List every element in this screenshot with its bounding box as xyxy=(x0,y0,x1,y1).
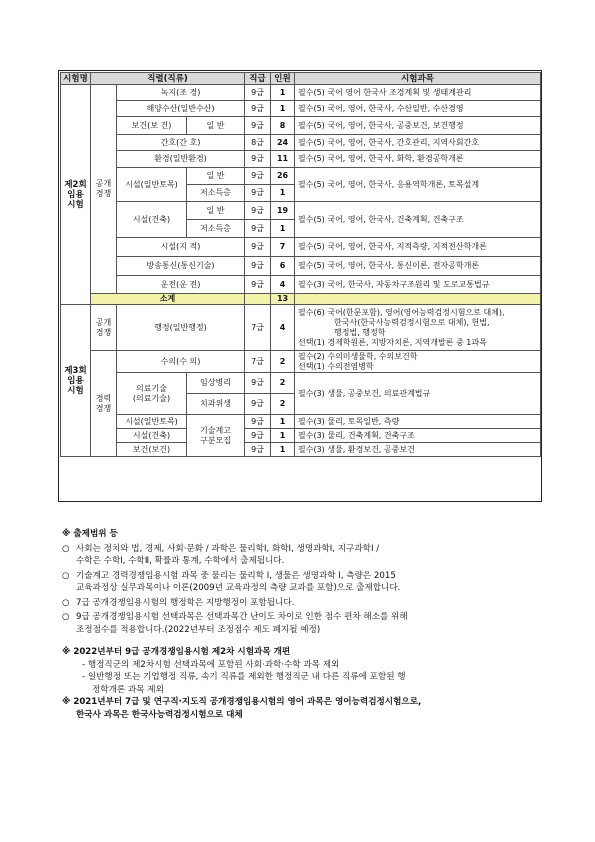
round3-label: 제3회 임용 시험 xyxy=(61,305,91,457)
count-cell: 26 xyxy=(271,168,295,185)
subject-cell: 필수(3) 물리, 건축계획, 건축구조 xyxy=(295,429,541,443)
subtotal-count: 13 xyxy=(271,294,295,305)
note-text: 9급 공개경쟁임용시험 선택과목은 선택과목간 난이도 차이로 인한 점수 편차 해소를 위해 xyxy=(76,612,408,622)
job-cell: 시설(건축) xyxy=(117,202,187,238)
open-comp-label: 공개 경쟁 xyxy=(91,85,117,294)
count-cell: 6 xyxy=(271,257,295,276)
job-cell: 수의(수 의) xyxy=(117,351,245,373)
header-exam: 시험명 xyxy=(61,73,91,85)
grade-cell: 7급 xyxy=(245,351,271,373)
job-cell: 운전(운 전) xyxy=(117,276,245,294)
job-cell: 보건(보 건) xyxy=(117,117,187,135)
count-cell: 1 xyxy=(271,101,295,117)
subject-line: 필수(6) 국어(한문포함), 영어(영어능력검정시험으로 대체), xyxy=(298,307,505,317)
open-comp-label: 공개 경쟁 xyxy=(91,305,117,351)
subject-cell: 필수(5) 국어, 영어, 한국사, 통신이론, 전자공학개론 xyxy=(295,257,541,276)
table-row xyxy=(61,151,541,168)
subject-cell: 필수(5) 국어, 영어, 한국사, 화학, 환경공학개론 xyxy=(295,151,541,168)
count-cell: 7 xyxy=(271,238,295,257)
grade-cell: 9급 xyxy=(245,151,271,168)
job-sub-cell: 저소득층 xyxy=(187,220,245,238)
job-cell: 간호(간 호) xyxy=(117,135,245,151)
table-row xyxy=(61,85,541,101)
subject-cell: 필수(3) 물리, 토목일반, 측량 xyxy=(295,415,541,429)
circle-bullet-icon: ○ xyxy=(62,543,70,554)
note-text: 조정점수를 적용합니다.(2022년부터 조정점수 제도 폐지될 예정) xyxy=(76,624,321,635)
subject-cell: 필수(5) 국어, 영어, 한국사, 공중보건, 보건행정 xyxy=(295,117,541,135)
subject-cell: 필수(5) 국어 영어 한국사 조경계획 및 생태계관리 xyxy=(295,85,541,101)
table-row xyxy=(61,305,541,351)
count-cell: 19 xyxy=(271,202,295,220)
table-row xyxy=(61,443,541,457)
table-row xyxy=(61,276,541,294)
table-row xyxy=(61,168,541,185)
note-item xyxy=(62,570,542,583)
job-cell: 시설(지 적) xyxy=(117,238,245,257)
job-cell: 시설(일반토목) xyxy=(117,168,187,202)
job-cell: 시설(건축) xyxy=(117,429,187,443)
header-grade: 직급 xyxy=(245,73,271,85)
grade-cell: 9급 xyxy=(245,202,271,220)
count-cell: 1 xyxy=(271,185,295,202)
grade-cell: 9급 xyxy=(245,168,271,185)
subject-cell xyxy=(295,305,541,351)
subject-cell xyxy=(295,351,541,373)
grade-cell: 9급 xyxy=(245,415,271,429)
grade-cell: 9급 xyxy=(245,185,271,202)
count-cell: 1 xyxy=(271,220,295,238)
note-item xyxy=(62,597,542,610)
revision-title: ※ 2022년부터 9급 공개경쟁임용시험 제2차 시험과목 개편 xyxy=(62,647,291,657)
subject-cell: 필수(5) 국어, 영어, 한국사, 지적측량, 지적전산학개론 xyxy=(295,238,541,257)
grade-cell: 8급 xyxy=(245,135,271,151)
career-comp-label: 경력 경쟁 xyxy=(91,351,117,457)
subject-cell: 필수(5) 국어, 영어, 한국사, 건축계획, 건축구조 xyxy=(295,202,541,238)
job-sub-cell: 일 반 xyxy=(187,117,245,135)
job-cell: 녹지(조 경) xyxy=(117,85,245,101)
job-sub-cell: 일 반 xyxy=(187,168,245,185)
grade-cell: 9급 xyxy=(245,117,271,135)
grade-cell: 7급 xyxy=(245,305,271,351)
table-row xyxy=(61,415,541,429)
subject-line: 선택(1) 수의전염병학 xyxy=(298,361,374,371)
revision-block xyxy=(62,646,542,721)
subject-cell: 필수(5) 국어, 영어, 한국사, 응용역학개론, 토목설계 xyxy=(295,168,541,202)
table-row xyxy=(61,429,541,443)
subject-line: 행정법, 행정학 xyxy=(334,327,386,337)
notes-section xyxy=(62,528,542,721)
grade-cell: 9급 xyxy=(245,220,271,238)
table-row xyxy=(61,117,541,135)
note-item xyxy=(62,543,542,556)
subject-cell: 필수(3) 국어, 한국사, 자동차구조원리 및 도로교통법규 xyxy=(295,276,541,294)
count-cell: 1 xyxy=(271,415,295,429)
subtotal-label: 소계 xyxy=(91,294,245,305)
table-row xyxy=(61,238,541,257)
exam-subjects-table xyxy=(60,72,541,457)
table-row xyxy=(61,135,541,151)
count-cell: 11 xyxy=(271,151,295,168)
job-cell: 시설(일반토목) xyxy=(117,415,187,429)
count-cell: 2 xyxy=(271,373,295,394)
job-cell: 해양수산(일반수산) xyxy=(117,101,245,117)
subject-cell: 필수(5) 국어, 영어, 한국사, 간호관리, 지역사회간호 xyxy=(295,135,541,151)
table-row xyxy=(61,202,541,220)
job-sub-cell: 치과위생 xyxy=(187,394,245,415)
revision-text: - 일반행정 또는 기업행정 직류, 속기 직류를 제외한 행정직군 내 다른 직류에 포함된 행 xyxy=(82,672,406,682)
count-cell: 8 xyxy=(271,117,295,135)
note-text: 사회는 정치와 법, 경제, 사회·문화 / 과학은 물리학Ⅰ, 화학Ⅰ, 생명과학Ⅰ, 지구과학Ⅰ / xyxy=(76,543,380,554)
notes-heading: ※ 출제범위 등 xyxy=(62,529,118,539)
grade-cell: 9급 xyxy=(245,85,271,101)
count-cell: 2 xyxy=(271,351,295,373)
grade-cell: 9급 xyxy=(245,276,271,294)
count-cell: 4 xyxy=(271,276,295,294)
job-cell: 환경(일반환경) xyxy=(117,151,245,168)
count-cell: 1 xyxy=(271,429,295,443)
round2-label: 제2회 임용 시험 xyxy=(61,85,91,305)
grade-cell: 9급 xyxy=(245,101,271,117)
grade-cell: 9급 xyxy=(245,373,271,394)
subtotal-row xyxy=(61,294,541,305)
note-text: 7급 공개경쟁임용시험의 행정학은 지방행정이 포함됩니다. xyxy=(76,597,295,608)
subject-line: 한국사(한국사능력검정시험으로 대체), 헌법, xyxy=(334,317,490,327)
revision-text: - 행정직군의 제2차시험 선택과목에 포함된 사회·과학·수학 과목 제외 xyxy=(82,659,340,670)
table-row xyxy=(61,257,541,276)
note-text: 수학은 수학Ⅰ, 수학Ⅱ, 확률과 통계, 수학에서 출제됩니다. xyxy=(76,556,285,566)
count-cell: 4 xyxy=(271,305,295,351)
table-header-row xyxy=(61,73,541,85)
count-cell: 24 xyxy=(271,135,295,151)
count-cell: 1 xyxy=(271,443,295,457)
circle-bullet-icon: ○ xyxy=(62,570,70,581)
subject-line: 필수(2) 수의미생물학, 수의보건학 xyxy=(298,351,418,361)
subtotal-empty xyxy=(245,294,271,305)
subject-cell: 필수(3) 생물, 공중보건, 의료관계법규 xyxy=(295,373,541,415)
revision-text: 정학개론 과목 제외 xyxy=(92,684,164,695)
job-sub-cell: 저소득층 xyxy=(187,185,245,202)
subject-cell: 필수(3) 생물, 환경보건, 공중보건 xyxy=(295,443,541,457)
grade-cell: 9급 xyxy=(245,429,271,443)
grade-cell: 9급 xyxy=(245,238,271,257)
subtotal-empty xyxy=(295,294,541,305)
header-count: 인원 xyxy=(271,73,295,85)
job-sub-cell: 임상병리 xyxy=(187,373,245,394)
job-cell: 행정(일반행정) xyxy=(117,305,245,351)
count-cell: 2 xyxy=(271,394,295,415)
revision-title: 한국사 과목은 한국사능력검정시험으로 대체 xyxy=(76,709,243,720)
grade-cell: 9급 xyxy=(245,443,271,457)
note-text: 교육과정상 실무과목이나 이론(2009년 교육과정의 측량 교과를 포함)으로 출제합니다. xyxy=(76,583,401,593)
header-subjects: 시험과목 xyxy=(295,73,541,85)
job-cell: 방송통신(통신기술) xyxy=(117,257,245,276)
count-cell: 1 xyxy=(271,85,295,101)
note-text: 기술계고 경력경쟁임용시험 과목 중 물리는 물리학 Ⅰ, 생물은 생명과학 Ⅰ, 측량은 2015 xyxy=(76,570,396,581)
job-cell: 의료기술 (의료기술) xyxy=(117,373,187,415)
revision-title: ※ 2021년부터 7급 및 연구직·지도직 공개경쟁임용시험의 영어 과목은 영어능력검정시험으로, xyxy=(62,697,422,707)
circle-bullet-icon: ○ xyxy=(62,597,70,608)
table-row xyxy=(61,351,541,373)
circle-bullet-icon: ○ xyxy=(62,612,70,622)
header-job: 직렬(직류) xyxy=(91,73,245,85)
table-row xyxy=(61,101,541,117)
table-row xyxy=(61,373,541,394)
job-sub-cell: 일 반 xyxy=(187,202,245,220)
job-cell: 보건(보건) xyxy=(117,443,187,457)
note-item xyxy=(62,611,542,624)
grade-cell: 9급 xyxy=(245,257,271,276)
subject-cell: 필수(5) 국어, 영어, 한국사, 수산일반, 수산경영 xyxy=(295,101,541,117)
grade-cell: 9급 xyxy=(245,394,271,415)
tech-label: 기술계고 구분모집 xyxy=(187,415,245,457)
subject-line: 선택(1) 경제학원론, 지방자치론, 지역개발론 중 1과목 xyxy=(298,337,487,347)
